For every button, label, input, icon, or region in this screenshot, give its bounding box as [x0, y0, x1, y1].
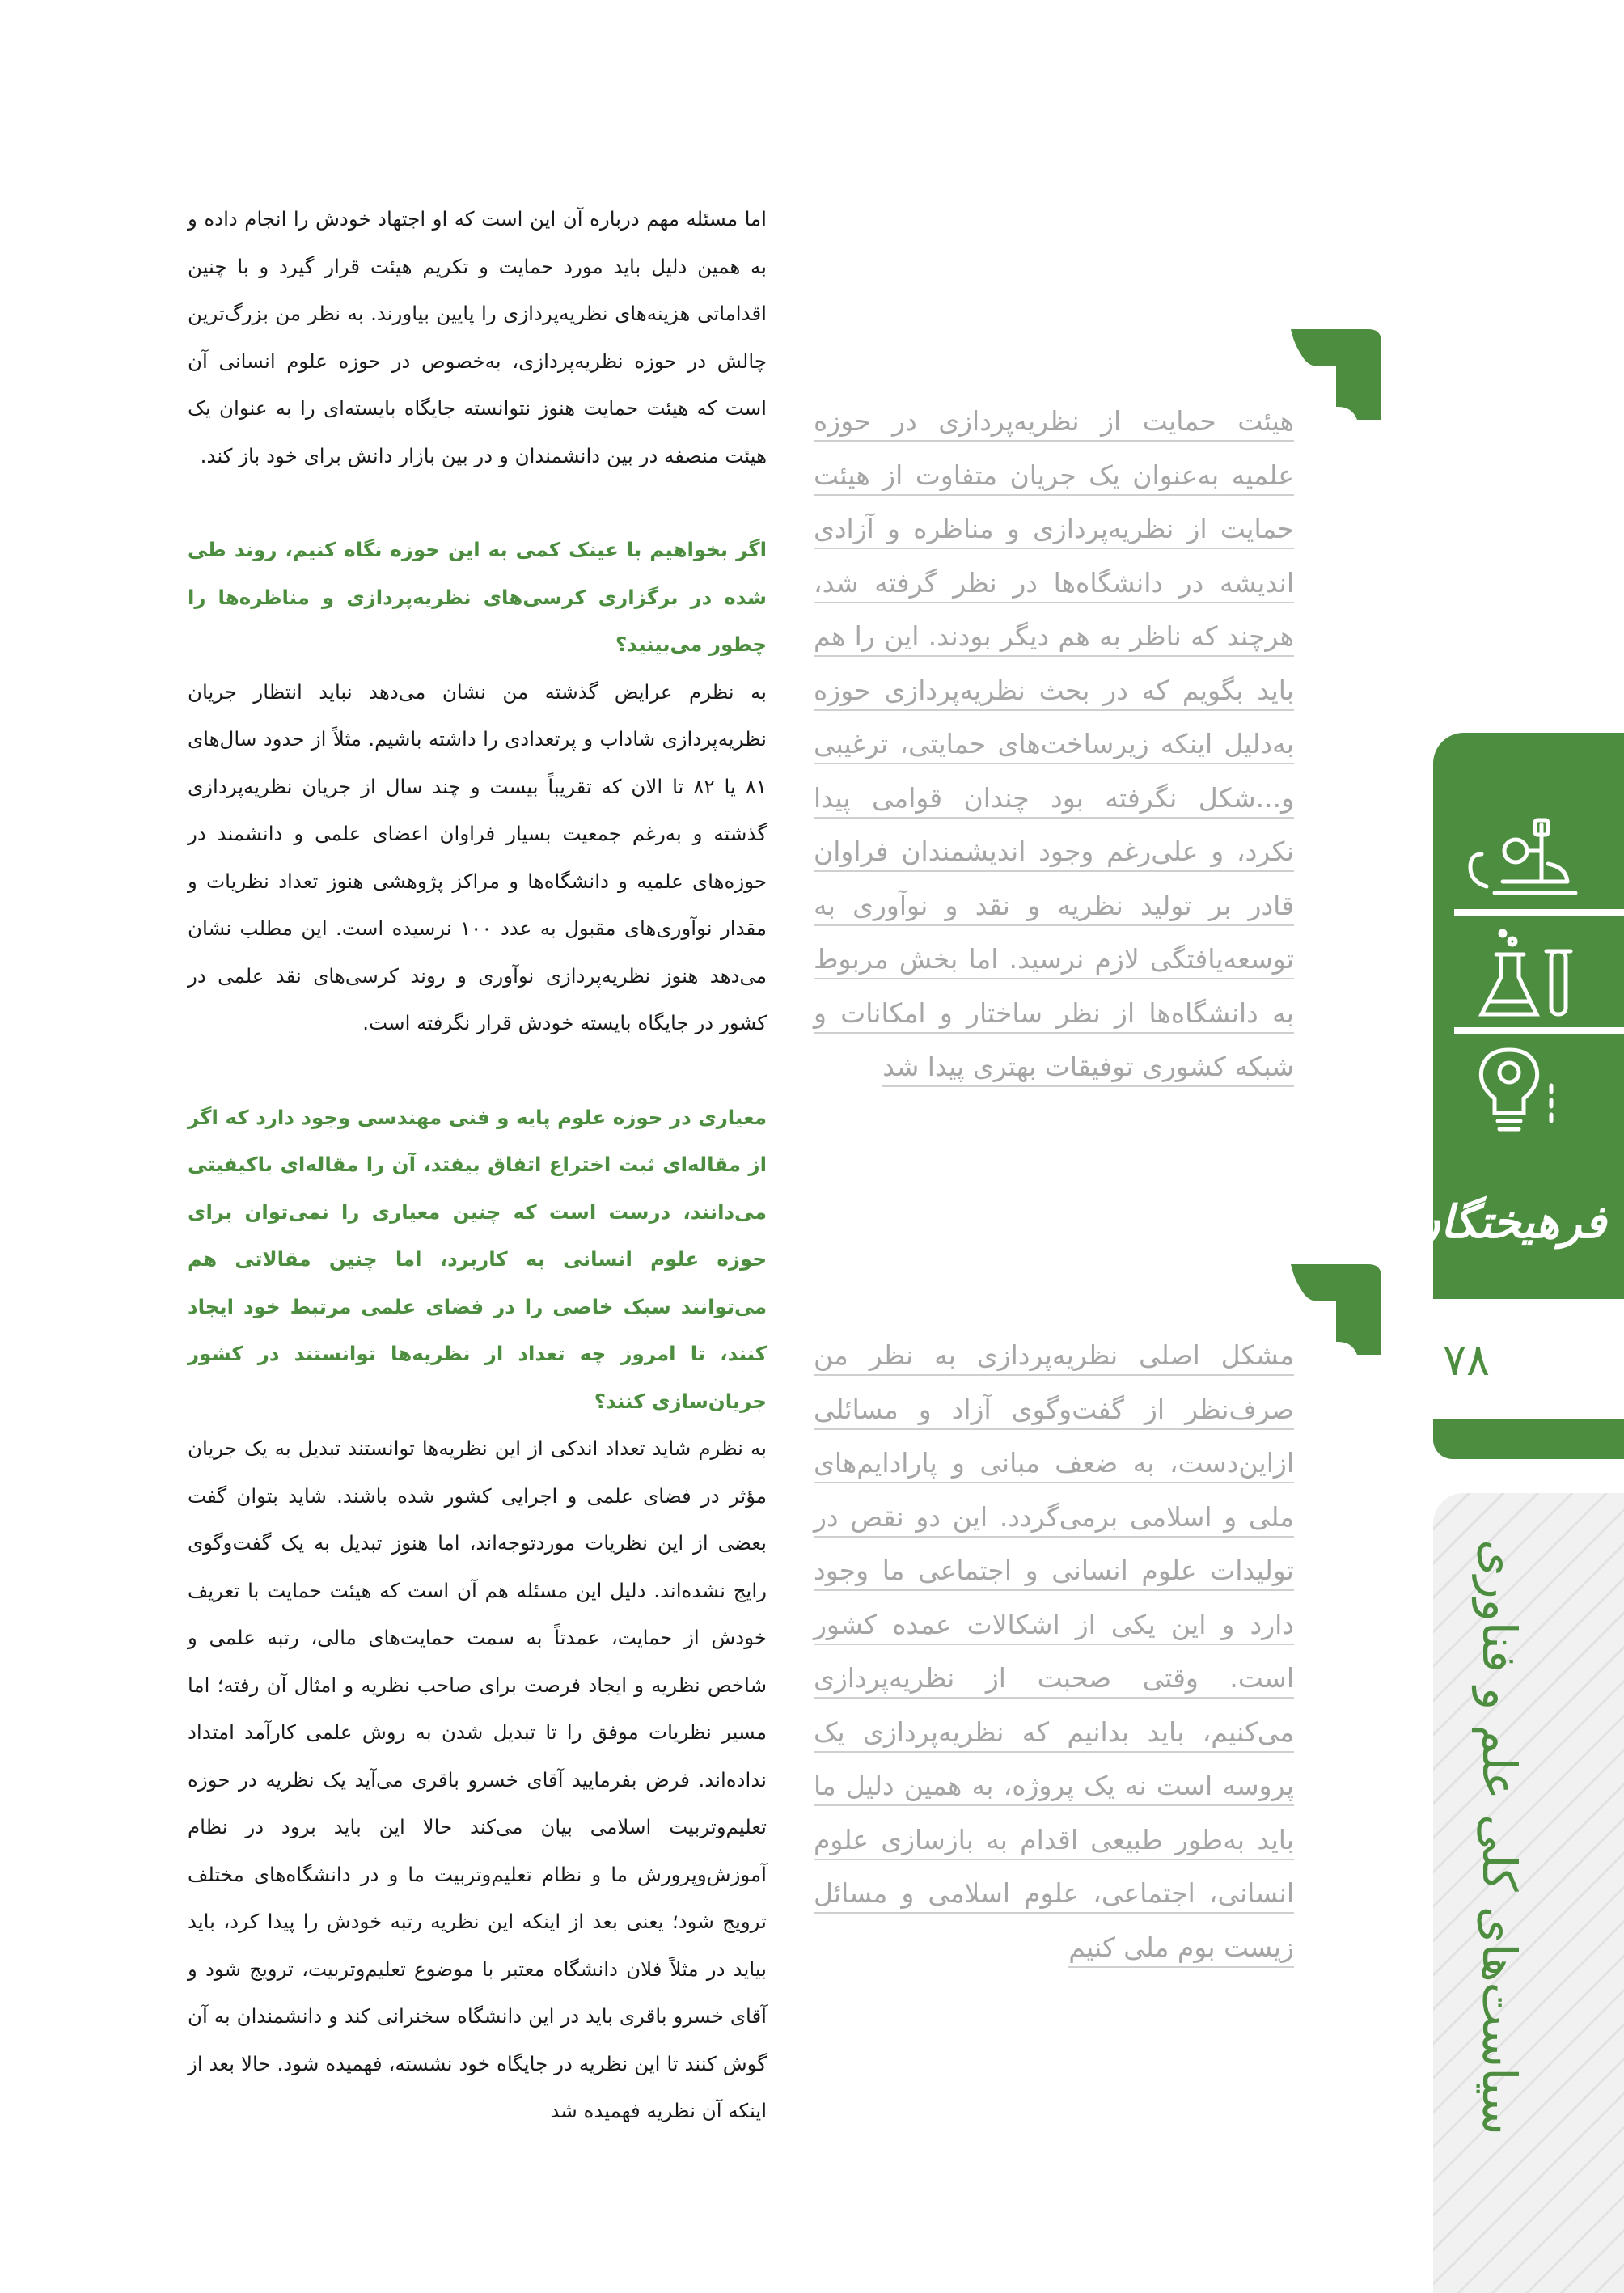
quote-mark-icon: [1291, 1264, 1381, 1355]
pull-quote: هیئت حمایت از نظریه‌پردازی در حوزه علمیه به‌عنوان یک جریان متفاوت از هیئت حمایت از نظریه‌پردازی و مناظره و آزادی اندیشه در دانشگاه‌ها در نظر گرفته شد، هرچند که ناظر به هم دیگر بودند. این را هم باید بگویم که در بحث نظریه‌پردازی حوزه به‌دلیل اینکه زیرساخت‌های حمایتی، ترغیبی و...شکل نگرفته بود چندان قوامی پیدا نکرد، و علی‌رغم وجود اندیشمندان فراوان قادر بر تولید نظریه و نقد و نوآوری به توسعه‌یافتگی لازم نرسید. اما بخش مربوط به دانشگاه‌ها از نظر ساختار و امکانات و شبکه کشوری توفیقات بهتری پیدا شد: [814, 395, 1294, 1094]
pull-quote: مشکل اصلی نظریه‌پردازی به نظر من صرف‌نظر از گفت‌وگوی آزاد و مسائلی ازاین‌دست، به ضعف مبانی و پارادایم‌های ملی و اسلامی برمی‌گردد. این دو نقص در تولیدات علوم انسانی و اجتماعی ما وجود دارد و این یکی از اشکالات عمده کشور است. وقتی صحبت از نظریه‌پردازی می‌کنیم، باید بدانیم که نظریه‌پردازی یک پروسه است نه یک پروژه، به همین دلیل ما باید به‌طور طبیعی اقدام به بازسازی علوم انسانی، اجتماعی، علوم اسلامی و مسائل زیست بوم ملی کنیم: [814, 1329, 1294, 1974]
interview-answer: به نظرم عرایض گذشته من نشان می‌دهد نباید انتظار جریان نظریه‌پردازی شاداب و پرتعدادی را داشته باشیم. مثلاً از حدود سال‌های ۸۱ یا ۸۲ تا الان که تقریباً بیست و چند سال از جریان نظریه‌پردازی گذشته و به‌رغم جمعیت بسیار فراوان اعضای علمی و دانشمند در حوزه‌های علمیه و دانشگاه‌ها و مراکز پژوهشی هنوز تعداد نظریات و مقدار نوآوری‌های مقبول به عدد ۱۰۰ نرسیده است. این مطلب نشان می‌دهد هنوز نظریه‌پردازی نوآوری و روند کرسی‌های نقد علمی در کشور در جایگاه بایسته خودش قرار نگرفته است.: [188, 679, 768, 1034]
interview-answer: به نظرم شاید تعداد اندکی از این نظریه‌ها توانستند تبدیل به یک جریان مؤثر در فضای علمی و اجرایی کشور شده باشند. شاید بتوان گفت بعضی از این نظریات موردتوجه‌اند، اما هنوز تبدیل به یک گفت‌وگوی رایج نشده‌اند. دلیل این مسئله هم آن است که هیئت حمایت با تعریف خودش از حمایت، عمدتاً به سمت حمایت‌های مالی، رتبه علمی و شاخص نظریه و ایجاد فرصت برای صاحب نظریه و امثال آن رفته؛ اما مسیر نظریات موفق را تا تبدیل شدن به روش علمی کارآمد امتداد نداده‌اند. فرض بفرمایید آقای خسرو باقری می‌آید یک نظریه در حوزه تعلیم‌وتربیت اسلامی بیان می‌کند حالا این باید برود در نظام آموزش‌وپرورش ما و نظام تعلیم‌وتربیت ما و در دانشگاه‌های مختلف ترویج شود؛ یعنی بعد از اینکه این نظریه رتبه خودش را پیدا کرد، باید بیاید در مثلاً فلان دانشگاه معتبر با موضوع تعلیم‌وتربیت، ترویج شود و آقای خسرو باقری باید در این دانشگاه سخنرانی کند و دانشمندان به آن گوش کنند تا این نظریه در جایگاه خود نشسته، فهمیده شود. حالا بعد از اینکه آن نظریه فهمیده شد: [188, 1436, 767, 2122]
lab-flask-icon: [1454, 927, 1624, 1034]
interview-question: اگر بخواهیم با عینک کمی به این حوزه نگاه کنیم، روند طی شده در برگزاری کرسی‌های نظریه‌پردازی و مناظره‌ها را چطور می‌بینید؟: [188, 538, 767, 656]
quote-mark-icon: [1291, 329, 1381, 420]
page-number: ۷۸: [1442, 1335, 1490, 1386]
brand-logo: فرهیختگان: [1406, 1195, 1606, 1249]
section-title: سیاست‌های کلی علم و فناوری: [1472, 1539, 1527, 2135]
lightbulb-gear-icon: [1454, 1045, 1624, 1152]
sidebar-pattern: [1433, 1493, 1624, 2293]
paragraph: اما مسئله مهم درباره آن این است که او اجتهاد خودش را انجام داده و به همین دلیل باید مورد حمایت و تکریم هیئت قرار گیرد و با چنین اقداماتی هزینه‌های نظریه‌پردازی را پایین بیاورند. به نظر من بزرگ‌ترین چالش در حوزه نظریه‌پردازی، به‌خصوص در حوزه علوم انسانی آن است که هیئت حمایت هنوز نتوانسته جایگاه بایسته‌ای را به عنوان یک هیئت منصفه در بین دانشمندان و در بین بازار دانش برای خود باز کند.: [188, 207, 767, 467]
sidebar-accent-bar: [1433, 1419, 1624, 1459]
microscope-icon: [1454, 809, 1624, 916]
interview-question: معیاری در حوزه علوم پایه و فنی مهندسی وجود دارد که اگر از مقاله‌ای ثبت اختراع اتفاق بیفتد، آن را مقاله‌ای باکیفیتی می‌دانند، درست است که چنین معیاری را نمی‌توان برای حوزه علوم انسانی به کاربرد، اما چنین مقالاتی هم می‌توانند سبک خاصی را در فضای علمی مرتبط خود ایجاد کنند، تا امروز چه تعداد از نظریه‌ها توانستند در کشور جریان‌سازی کنند؟: [188, 1105, 767, 1413]
article-body: [188, 196, 767, 2135]
